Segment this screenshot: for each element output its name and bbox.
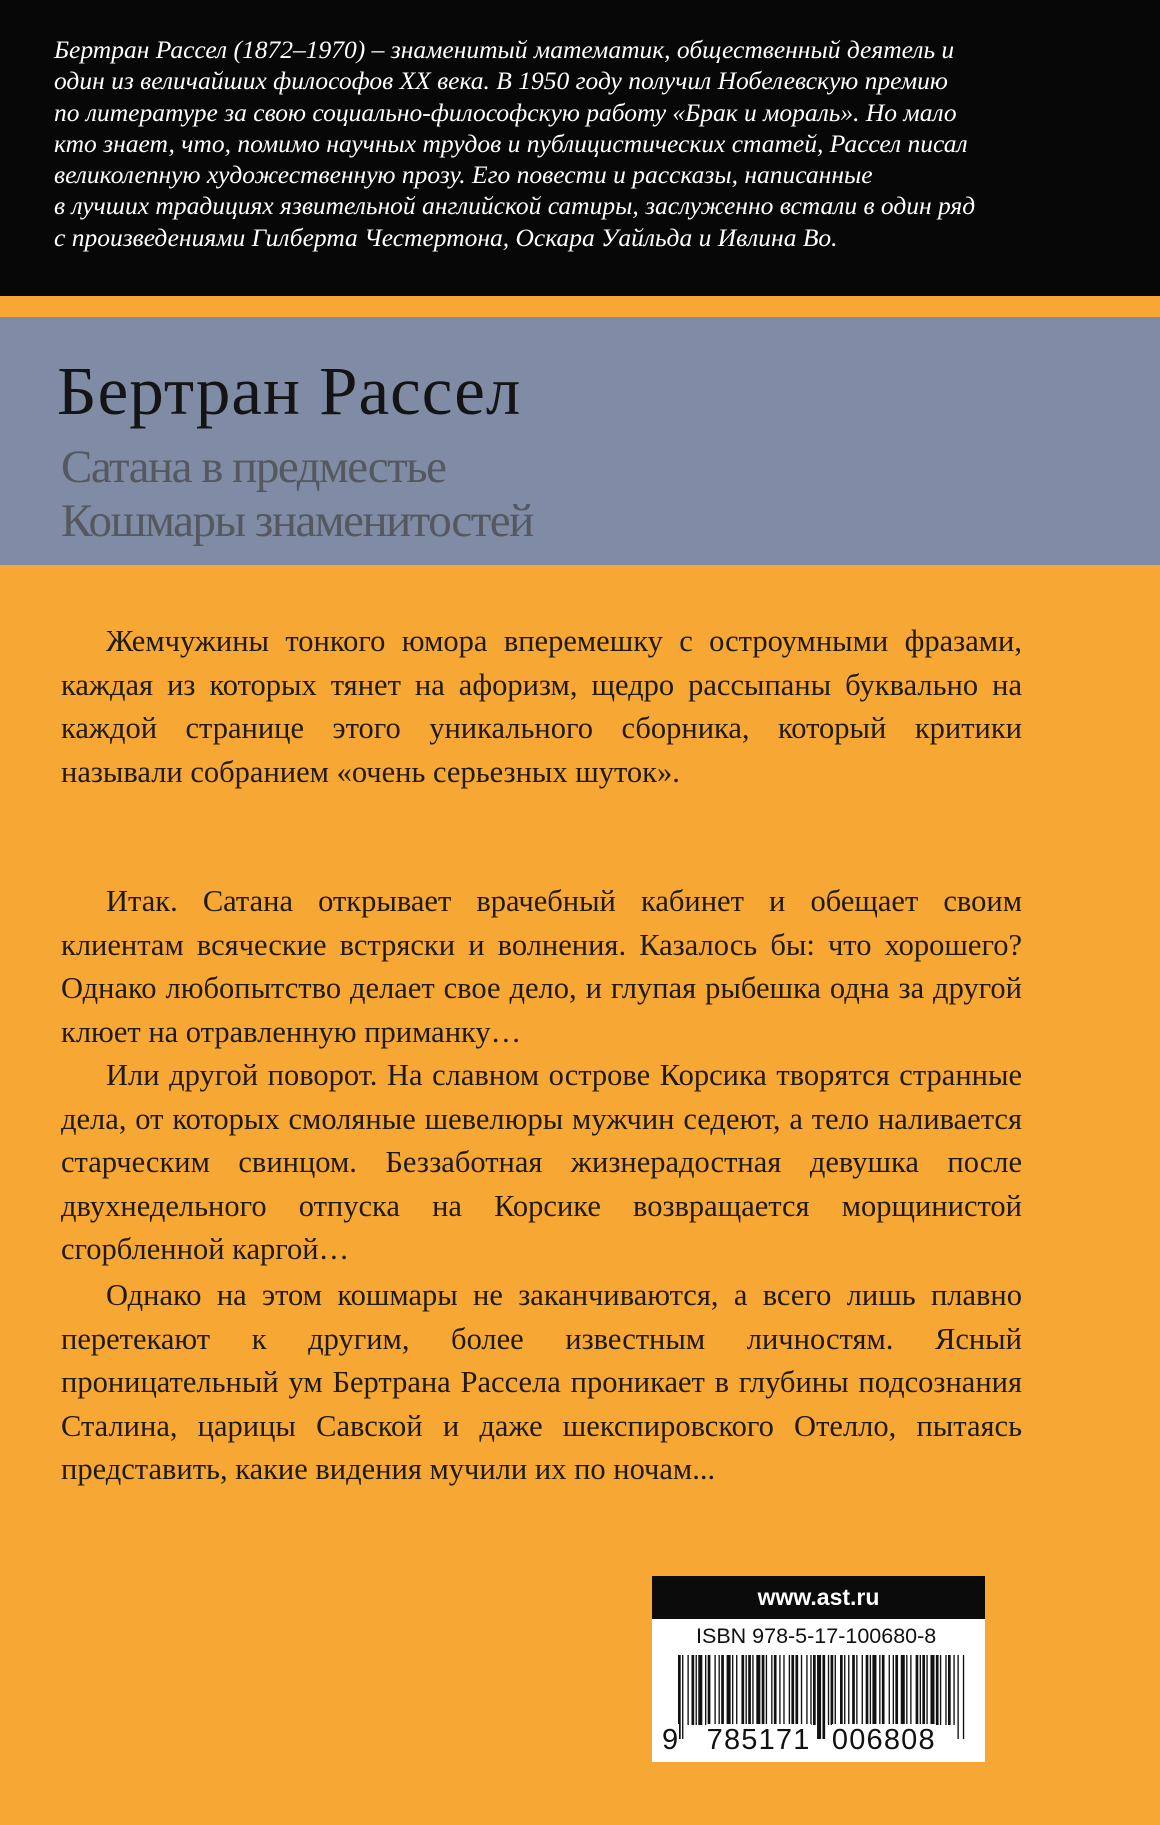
barcode-bar <box>721 1655 724 1725</box>
barcode-bar <box>882 1655 885 1725</box>
barcode-bar <box>889 1655 890 1725</box>
bio-line: с произведениями Гилберта Честертона, Оскара Уайльда и Ивлина Во. <box>54 222 838 252</box>
book-title-1: Сатана в предместье <box>61 441 446 493</box>
author-name: Бертран Рассел <box>57 353 522 429</box>
barcode-bar <box>791 1655 794 1725</box>
barcode-bar <box>862 1655 863 1725</box>
barcode-bar <box>835 1655 836 1725</box>
barcode-bar <box>945 1655 946 1725</box>
barcode-bar <box>736 1655 737 1725</box>
bio-line: Бертран Рассел (1872–1970) – знаменитый математик, общественный деятель и <box>54 35 955 64</box>
ean-number <box>662 1724 972 1757</box>
blurb-paragraph: Или другой поворот. На славном острове Корсика творятся странные дела, от которых смоляные шевелюры мужчин седеют, а тело наливается старческим свинцом. Беззаботная жизнерадостная девушка после двухнедельного отпуска на Корсике возвращается морщинистой сгорбленной каргой… <box>61 1058 1022 1267</box>
barcode-bar <box>901 1655 905 1725</box>
barcode-bar <box>922 1655 925 1725</box>
author-biography <box>54 34 1114 253</box>
barcode-bar <box>872 1655 876 1725</box>
barcode-bar <box>752 1655 753 1725</box>
barcode-bar <box>844 1655 845 1725</box>
barcode-bar <box>930 1655 934 1725</box>
book-title-2: Кошмары знаменитостей <box>61 495 533 547</box>
barcode-bar <box>795 1655 798 1725</box>
barcode-bar <box>893 1655 894 1725</box>
blurb-paragraph: Жемчужины тонкого юмора вперемешку с остроумными фразами, каждая из которых тянет на афоризм, щедро рассыпаны буквально на каждой странице этого уникального сборника, который критики называли собранием «очень серьезных шуток». <box>61 624 1022 789</box>
barcode-bar <box>762 1655 765 1725</box>
blurb-paragraph: Однако на этом кошмары не заканчиваются, а всего лишь плавно перетекают к другим, более известным личностям. Ясный проницательный ум Бертрана Рассела проникает в глубины подсознания Сталина, царицы Савской и даже шекспировского Отелло, пытаясь представить, какие видения мучили их по ночам... <box>61 1278 1022 1487</box>
barcode-bar <box>756 1655 760 1725</box>
bio-panel <box>0 0 1160 296</box>
barcode-bar <box>705 1655 706 1725</box>
barcode-bar <box>698 1655 702 1725</box>
bio-line: один из величайших философов XX века. В 1950 году получил Нобелевскую премию <box>54 66 948 96</box>
bio-line: по литературе за свою социально-философскую работу «Брак и мораль». Но мало <box>54 97 957 127</box>
barcode-bar <box>852 1655 855 1725</box>
ean-left-group: 785171 <box>706 1724 811 1756</box>
barcode-bar <box>870 1655 871 1725</box>
barcode-bar <box>687 1655 688 1725</box>
blurb-paragraph: Итак. Сатана открывает врачебный кабинет и обещает своим клиентам всяческие встряски и волнения. Казалось бы: что хорошего? Однако любопытство делает свое дело, и глупая рыбешка одна за другой клюет на отравленную приманку… <box>61 884 1022 1049</box>
barcode-bar <box>748 1655 751 1725</box>
publisher-website: www.ast.ru <box>652 1576 985 1619</box>
barcode-bar <box>806 1655 807 1725</box>
barcode-bar <box>940 1655 941 1725</box>
barcode-bar <box>848 1655 849 1725</box>
isbn-label: ISBN 978-5-17-100680-8 <box>696 1624 937 1648</box>
barcode-bar <box>936 1655 939 1725</box>
barcode-bar <box>714 1655 715 1725</box>
barcode-bar <box>774 1655 777 1725</box>
barcode-bar <box>783 1655 784 1725</box>
bio-line: великолепную художественную прозу. Его повести и рассказы, написанные <box>54 160 873 190</box>
barcode-bar <box>746 1655 747 1725</box>
barcode-bar <box>920 1655 921 1725</box>
barcode-bar <box>895 1655 898 1725</box>
barcode-bar <box>813 1655 816 1725</box>
barcode-bar <box>953 1655 954 1725</box>
barcode-bar <box>719 1655 720 1725</box>
barcode-bar <box>741 1655 744 1725</box>
barcode-bar <box>779 1655 780 1725</box>
barcode-panel <box>652 1576 985 1762</box>
barcode-bar <box>771 1655 772 1725</box>
barcode-bar <box>910 1655 911 1725</box>
barcode-bar <box>828 1655 829 1725</box>
barcode-bar <box>948 1655 951 1725</box>
barcode-bar <box>692 1655 695 1725</box>
barcode-bar <box>879 1655 880 1725</box>
bio-line: кто знает, что, помимо научных трудов и публицистических статей, Рассел писал <box>54 128 968 158</box>
barcode-bar <box>866 1655 869 1725</box>
bio-line: в лучших традициях язвительной английской сатиры, заслуженно встали в один ряд <box>54 191 976 221</box>
ean-right-group: 006808 <box>831 1724 936 1756</box>
barcode-bar <box>801 1655 802 1725</box>
barcode-bar <box>727 1655 731 1725</box>
barcode-bar <box>766 1655 767 1725</box>
barcode-bar <box>789 1655 790 1725</box>
barcode-bar <box>831 1655 834 1725</box>
barcode-bar <box>810 1655 811 1725</box>
barcode-bar <box>840 1655 843 1725</box>
barcode-bar <box>856 1655 857 1725</box>
ean-first-digit: 9 <box>662 1724 680 1756</box>
barcode-bar <box>906 1655 907 1725</box>
barcode-bar <box>732 1655 733 1725</box>
barcode-bar <box>916 1655 919 1725</box>
barcode-bar <box>926 1655 927 1725</box>
barcode-bar <box>708 1655 711 1725</box>
barcode-bar <box>696 1655 697 1725</box>
